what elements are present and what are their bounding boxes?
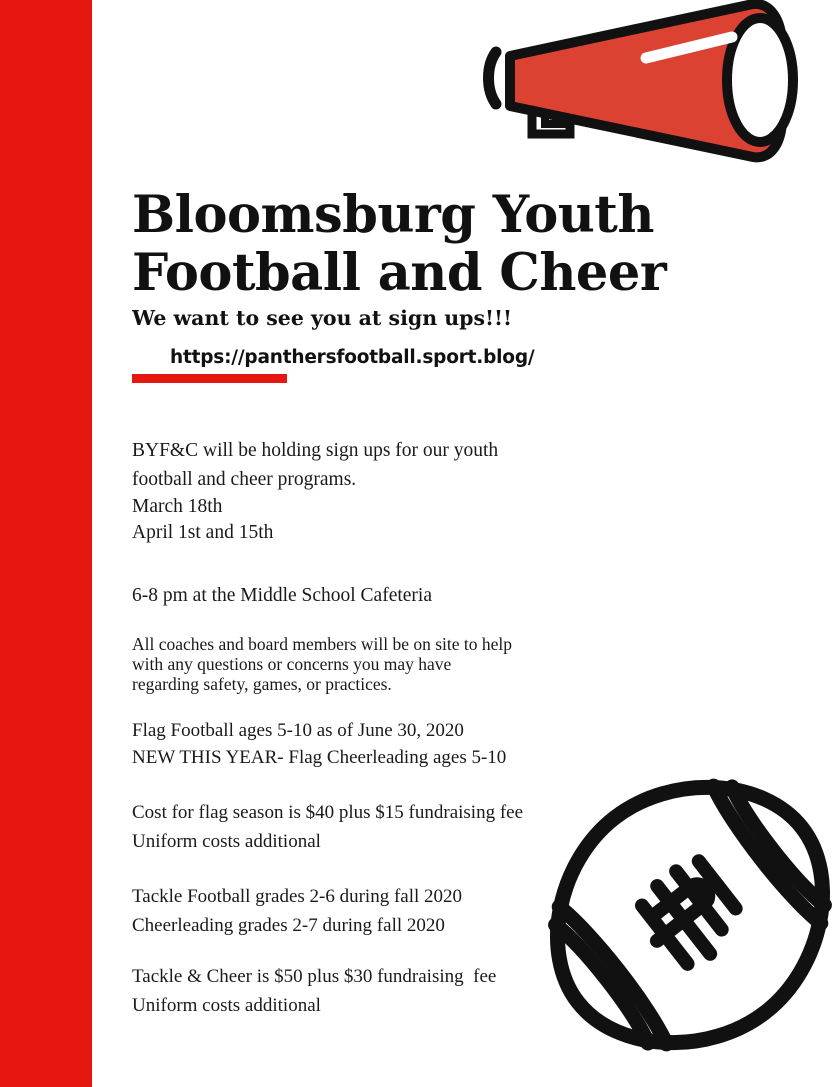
tackle-cost-line-1: Tackle & Cheer is $50 plus $30 fundraising fee	[132, 966, 497, 987]
accent-rule-divider	[132, 374, 287, 383]
signup-date-2: April 1st and 15th	[132, 521, 274, 543]
page-title	[132, 186, 732, 302]
flag-cost-line-1: Cost for flag season is $40 plus $15 fundraising fee	[132, 802, 524, 823]
tackle-cost-paragraph	[132, 962, 496, 1020]
flag-cost-paragraph	[132, 798, 523, 856]
coaches-line-1: All coaches and board members will be on site to help	[132, 634, 513, 654]
title-line-1: Bloomsburg Youth	[132, 185, 654, 246]
title-line-2: Football and Cheer	[132, 243, 667, 304]
intro-line-1: BYF&C will be holding sign ups for our youth	[132, 440, 499, 461]
time-location-paragraph	[132, 581, 432, 610]
tackle-line-2: Cheerleading grades 2-7 during fall 2020	[132, 915, 445, 936]
left-red-accent-bar	[0, 0, 92, 1087]
subtitle: We want to see you at sign ups!!!	[132, 306, 513, 330]
time-location-line: 6-8 pm at the Middle School Cafeteria	[132, 585, 433, 606]
intro-paragraph	[132, 436, 498, 545]
tackle-grades-paragraph	[132, 882, 462, 940]
tackle-line-1: Tackle Football grades 2-6 during fall 2020	[132, 886, 463, 907]
flag-cost-line-2: Uniform costs additional	[132, 831, 321, 852]
ages-line-1: Flag Football ages 5-10 as of June 30, 2020	[132, 720, 464, 741]
coaches-paragraph	[132, 634, 592, 694]
tackle-cost-line-2: Uniform costs additional	[132, 995, 321, 1016]
text-column	[132, 0, 732, 1087]
ages-line-2: NEW THIS YEAR- Flag Cheerleading ages 5-10	[132, 747, 507, 768]
coaches-line-3: regarding safety, games, or practices.	[132, 674, 392, 694]
intro-line-2: football and cheer programs.	[132, 469, 357, 490]
signup-date-1: March 18th	[132, 496, 223, 517]
website-url[interactable]: https://panthersfootball.sport.blog/	[170, 347, 535, 368]
age-eligibility-paragraph	[132, 717, 506, 771]
coaches-line-2: with any questions or concerns you may have	[132, 654, 452, 674]
